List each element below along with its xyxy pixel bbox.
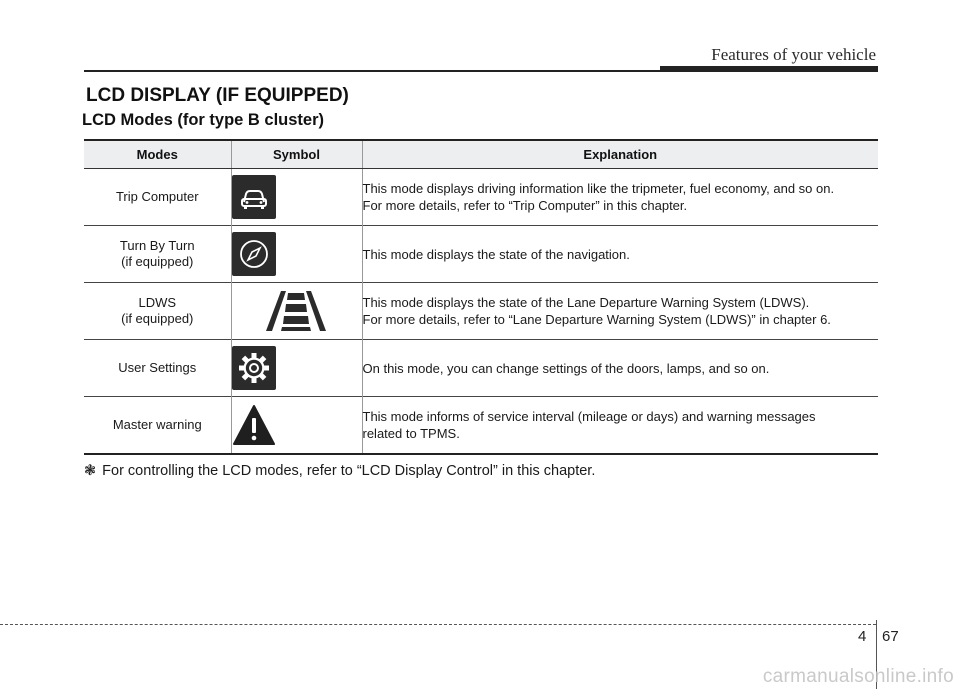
compass-icon xyxy=(232,232,276,276)
column-header-explanation: Explanation xyxy=(362,140,878,169)
mode-note: (if equipped) xyxy=(121,311,194,326)
symbol-cell xyxy=(231,340,362,397)
explanation-line: This mode displays the state of the navigation. xyxy=(362,246,630,262)
car-icon xyxy=(232,175,276,219)
mode-name: LDWS xyxy=(138,295,177,310)
header-rule-accent xyxy=(660,66,878,72)
table-row xyxy=(84,397,878,455)
table-header-row xyxy=(84,140,878,169)
symbol-cell xyxy=(231,226,362,283)
footnote-text: For controlling the LCD modes, refer to “LCD Display Control” in this chapter. xyxy=(102,463,596,479)
column-header-symbol: Symbol xyxy=(231,140,362,169)
table-row xyxy=(84,226,878,283)
watermark: carmanualsonline.info xyxy=(762,666,954,687)
table-row xyxy=(84,340,878,397)
explanation-cell xyxy=(362,283,878,340)
running-header: Features of your vehicle xyxy=(711,45,876,64)
mode-cell xyxy=(84,283,231,340)
page-number: 67 xyxy=(882,628,899,645)
lane-icon xyxy=(266,289,326,333)
footer-rule xyxy=(0,624,876,625)
explanation-line: This mode informs of service interval (mileage or days) and warning messages xyxy=(362,409,816,424)
explanation-line: For more details, refer to “Trip Computer” in this chapter. xyxy=(362,198,688,213)
mode-cell xyxy=(84,169,231,226)
mode-note: (if equipped) xyxy=(121,254,194,269)
explanation-cell xyxy=(362,226,878,283)
explanation-line: This mode displays driving information like the tripmeter, fuel economy, and so on. xyxy=(362,181,835,196)
mode-cell xyxy=(84,397,231,455)
symbol-cell xyxy=(231,169,362,226)
mode-name: Turn By Turn xyxy=(119,238,195,253)
gear-icon xyxy=(232,346,276,390)
explanation-line: related to TPMS. xyxy=(362,426,460,441)
lcd-modes-table xyxy=(84,139,878,455)
explanation-line: This mode displays the state of the Lane Departure Warning System (LDWS). xyxy=(362,295,810,310)
footnote-mark: ❃ xyxy=(84,463,97,479)
symbol-cell xyxy=(231,283,362,340)
warning-icon xyxy=(232,403,276,447)
mode-name: Trip Computer xyxy=(115,189,199,204)
explanation-cell xyxy=(362,169,878,226)
section-title: LCD DISPLAY (IF EQUIPPED) xyxy=(86,85,349,106)
mode-cell xyxy=(84,226,231,283)
explanation-cell xyxy=(362,397,878,455)
mode-name: User Settings xyxy=(118,360,197,375)
mode-cell xyxy=(84,340,231,397)
explanation-line: On this mode, you can change settings of the doors, lamps, and so on. xyxy=(362,360,770,376)
footnote xyxy=(84,463,595,479)
symbol-cell xyxy=(231,397,362,455)
mode-name: Master warning xyxy=(112,417,202,432)
explanation-line: For more details, refer to “Lane Departure Warning System (LDWS)” in chapter 6. xyxy=(362,312,831,327)
explanation-cell xyxy=(362,340,878,397)
sub-title: LCD Modes (for type B cluster) xyxy=(82,111,325,129)
table-row xyxy=(84,283,878,340)
column-header-modes: Modes xyxy=(84,140,231,169)
page-chapter: 4 xyxy=(858,628,867,645)
table-row xyxy=(84,169,878,226)
